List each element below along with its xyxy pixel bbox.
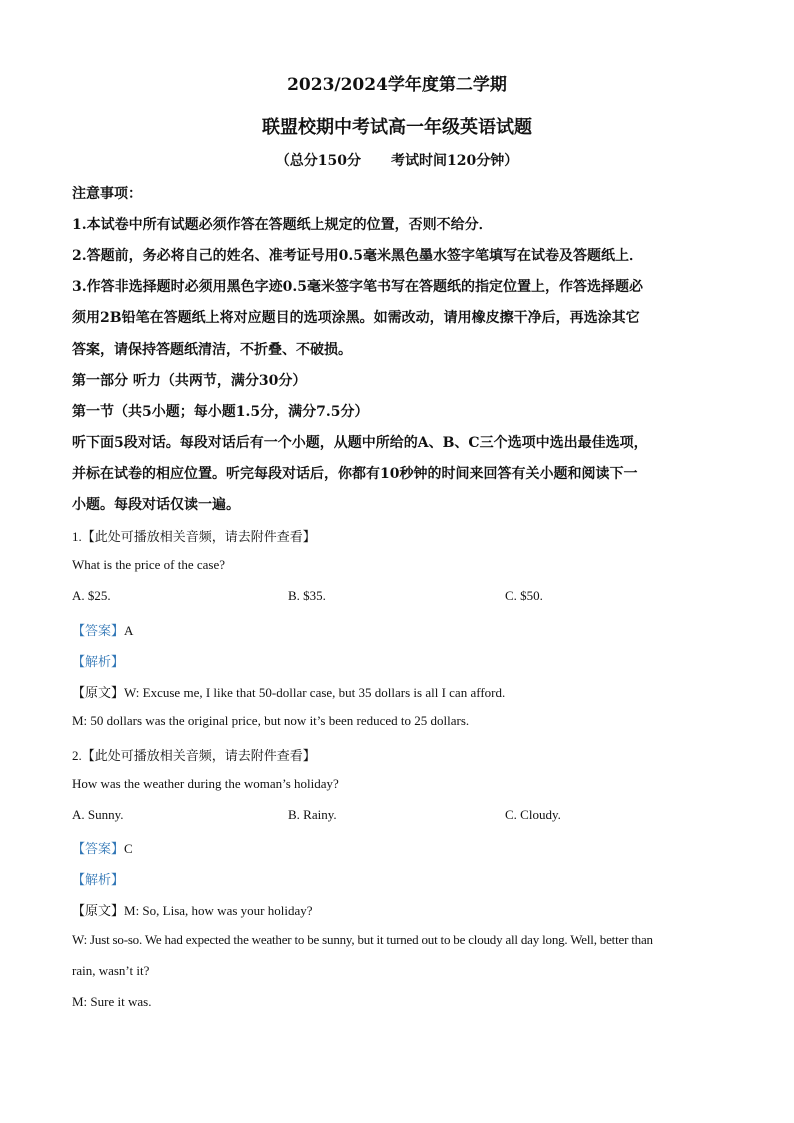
- exam-title: 联盟校期中考试高一年级英语试题: [262, 117, 532, 138]
- question-1-text: What is the price of the case?: [72, 557, 226, 572]
- question-2-audio: [72, 745, 316, 764]
- question-2-text: How was the weather during the woman’s holiday?: [72, 776, 339, 791]
- q1-option-a: A. $25.: [72, 588, 111, 603]
- q2-option-b: B. Rainy.: [288, 807, 337, 822]
- exam-term: 2023/2024学年度第二学期: [287, 75, 507, 95]
- q2-transcript: [72, 900, 313, 919]
- answer-tag: 【答案】: [72, 841, 125, 856]
- section-heading: 第一节（共5小题；每小题1.5分，满分7.5分）: [72, 404, 369, 420]
- q1-transcript-line-2: M: 50 dollars was the original price, but now it’s been reduced to 25 dollars.: [72, 713, 470, 728]
- instructions-line-2: 并标在试卷的相应位置。听完每段对话后，你都有10秒钟的时间来回答有关小题和阅读下一: [72, 466, 638, 482]
- audio-placeholder[interactable]: 【此处可播放相关音频，请去附件查看】: [81, 748, 316, 763]
- original-tag: 【原文】: [72, 685, 125, 700]
- question-number: 2.: [72, 748, 82, 763]
- question-number: 1.: [72, 529, 82, 544]
- total-score: （总分150分: [275, 153, 361, 169]
- q1-option-b: B. $35.: [288, 588, 326, 603]
- transcript-line: M: So, Lisa, how was your holiday?: [124, 903, 313, 918]
- instructions-line-1: 听下面5段对话。每段对话后有一个小题，从题中所给的A、B、C三个选项中选出最佳选项，: [72, 435, 648, 451]
- q2-option-c: C. Cloudy.: [505, 807, 561, 822]
- part-heading: 第一部分 听力（共两节，满分30分）: [72, 373, 307, 389]
- q2-transcript-line-2-cont: rain, wasn’t it?: [72, 963, 150, 978]
- q2-analysis-tag: 【解析】: [72, 872, 125, 887]
- exam-info: [0, 150, 794, 170]
- instructions-line-3: 小题。每段对话仅读一遍。: [72, 497, 240, 513]
- question-1-audio: [72, 526, 316, 545]
- q2-option-a: A. Sunny.: [72, 807, 124, 822]
- notice-heading: 注意事项：: [72, 186, 142, 202]
- notice-item-2: 2.答题前，务必将自己的姓名、准考证号用0.5毫米黑色墨水签字笔填写在试卷及答题纸上．: [72, 248, 643, 264]
- q2-transcript-line-3: M: Sure it was.: [72, 994, 152, 1009]
- answer-value: A: [124, 623, 134, 638]
- transcript-line: W: Excuse me, I like that 50-dollar case, but 35 dollars is all I can afford.: [124, 685, 506, 700]
- audio-placeholder[interactable]: 【此处可播放相关音频，请去附件查看】: [81, 529, 316, 544]
- q1-transcript: [72, 682, 505, 701]
- q1-option-c: C. $50.: [505, 588, 543, 603]
- original-tag: 【原文】: [72, 903, 125, 918]
- q1-answer: [72, 620, 133, 639]
- answer-tag: 【答案】: [72, 623, 125, 638]
- notice-item-3-line-2: 须用2B铅笔在答题纸上将对应题目的选项涂黑。如需改动，请用橡皮擦干净后，再选涂其它: [72, 310, 640, 326]
- notice-item-3-line-3: 答案，请保持答题纸清洁，不折叠、不破损。: [72, 342, 352, 358]
- answer-value: C: [124, 841, 133, 856]
- notice-item-1: 1.本试卷中所有试题必须作答在答题纸上规定的位置，否则不给分．: [72, 217, 493, 233]
- q2-transcript-line-2: W: Just so-so. We had expected the weather to be sunny, but it turned out to be cloudy all day long. Well, better than: [72, 932, 653, 947]
- q1-analysis-tag: 【解析】: [72, 654, 125, 669]
- notice-item-3-line-1: 3.作答非选择题时必须用黑色字迹0.5毫米签字笔书写在答题纸的指定位置上，作答选择题必: [72, 279, 643, 295]
- q2-answer: [72, 838, 133, 857]
- exam-duration: 考试时间120分钟）: [391, 153, 519, 169]
